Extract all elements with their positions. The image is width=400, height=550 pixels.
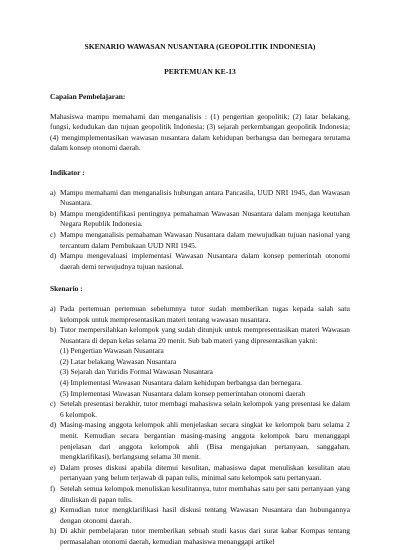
- document-title: SKENARIO WAWASAN NUSANTARA (GEOPOLITIK INDONESIA): [84, 42, 316, 51]
- document-subtitle: PERTEMUAN KE-13: [164, 67, 236, 76]
- list-marker: c): [50, 229, 56, 239]
- list-item-text: Setelah presentasi berakhir, tutor membagi mahasiswa selain kelompok yang presentasi ke dalam 6 kelompok.: [60, 399, 350, 419]
- list-item: [50, 484, 350, 505]
- list-item-text: Masing-masing anggota kelompok ahli menjelaskan secara singkat ke kelompok baru selama 2 menit. Kemudian secara bergantian masing-masing anggota kelompok baru menanggapi penjelasan dari anggota kelompok ahli (Bisa mengajukan pertanyaan, sanggahan, mengklarifikasi), berlangsung selama 30 menit.: [60, 420, 350, 462]
- list-marker: c): [50, 399, 56, 409]
- indikator-heading: Indikator :: [50, 167, 85, 177]
- list-marker: a): [50, 187, 56, 197]
- sub-list: [60, 346, 350, 399]
- list-item-text: Mampu mengevaluasi implementasi Wawasan Nusantara dalam konsep pemerintah otonomi daerah demi terwujudnya tujuan nasional.: [60, 251, 350, 271]
- list-item-text: Pada pertemuan pertemuan sebelumnya tutor sudah memberikan tugas kepada salah satu kelompok untuk mempresentasikan materi tentang wawasan nusantara.: [60, 303, 350, 324]
- list-marker: b): [50, 325, 57, 335]
- capaian-heading: Capaian Pembelajaran:: [50, 92, 126, 101]
- skenario-heading: Skenario :: [50, 284, 83, 294]
- list-marker: g): [50, 505, 57, 515]
- list-item-text: Dalam proses diskusi apabila ditemui kesulitan, mahasiswa dapat menuliskan kesulitan atau pertanyaan yang belum terjawab di papan tulis, minimal satu kelompok satu pertanyaan.: [60, 462, 350, 483]
- list-marker: e): [50, 462, 56, 472]
- skenario-list: [50, 304, 350, 548]
- list-marker: h): [50, 526, 57, 536]
- list-item-text: Di akhir pembelajaran tutor memberikan sebuah studi kasus dari surat kabar Kompas tentang permasalahan otonomi daerah, kemudian mahasiswa menanggapi artikel: [60, 526, 350, 546]
- list-item-text: Tutor mempersilahkan kelompok yang sudah ditunjuk untuk mempresentasikan materi Wawasan Nusantara di depan kelas selama 20 menit. Sub bab materi yang dipresentasikan yakni:: [60, 325, 350, 345]
- list-item: [50, 325, 350, 399]
- list-item-text: Mampu memahami dan menganalisis hubungan antara Pancasila, UUD NRI 1945, dan Wawasan Nusantara.: [60, 187, 350, 208]
- indikator-list: [50, 188, 350, 273]
- list-item: [50, 420, 350, 462]
- sub-list-item: (2) Latar belakang Wawasan Nusantara: [60, 356, 177, 366]
- list-item: [50, 251, 350, 272]
- list-item: [50, 188, 350, 209]
- sub-list-item: (4) Implementasi Wawasan Nusantara dalam kehidupan berbangsa dan bernegara.: [60, 378, 303, 388]
- list-marker: d): [50, 420, 57, 430]
- list-item: [50, 463, 350, 484]
- list-marker: b): [50, 208, 57, 218]
- list-item: [50, 399, 350, 420]
- capaian-text: Mahasiswa mampu memahami dan menganalisis : (1) pengertian geopolitik; (2) latar belakang, fungsi, kedudukan dan tujuan geopolitik Indonesia; (3) sejarah perkembangan geopolitik Indonesia; (4) mengimplementasikan wawasan nusantara dalam kehidupan berbangsa dan bernegara terutama dalam konsep otonomi daerah.: [50, 111, 350, 153]
- list-item: [50, 526, 350, 547]
- list-marker: d): [50, 251, 57, 261]
- list-item-text: Mampu mengidentifikasi pentingnya pemahaman Wawasan Nusantara dalam menjaga keutuhan Negara Republik Indonesia.: [60, 208, 350, 229]
- sub-list-item: (3) Sejarah dan Yuridis Formal Wawasan Nusantara: [60, 367, 213, 377]
- list-marker: a): [50, 303, 56, 313]
- list-item-text: Setelah semua kelompok menuliskan kesulitannya, tutor membahas satu per satu pertanyaan yang dituliskan di papan tulis.: [60, 484, 350, 504]
- list-item: [50, 304, 350, 325]
- list-item-text: Kemudian tutor mengklarifikasi hasil diskusi tentang Wawasan Nusantara dan hubungannya dengan otonomi daerah.: [60, 505, 350, 525]
- list-item: [50, 209, 350, 230]
- list-marker: f): [50, 484, 55, 493]
- list-item: [50, 230, 350, 251]
- sub-list-item: (1) Pengertian Wawasan Nusantara: [60, 346, 164, 356]
- list-item-text: Mampu menganalisis pemahaman Wawasan Nusantara dalam mewujudkan tujuan nasional yang tercantum dalam Pembukaan UUD NRI 1945.: [60, 229, 350, 250]
- list-item: [50, 505, 350, 526]
- sub-list-item: (5) Implementasi Wawasan Nusantara dalam konsep pemerintahan otonomi daerah: [60, 388, 306, 398]
